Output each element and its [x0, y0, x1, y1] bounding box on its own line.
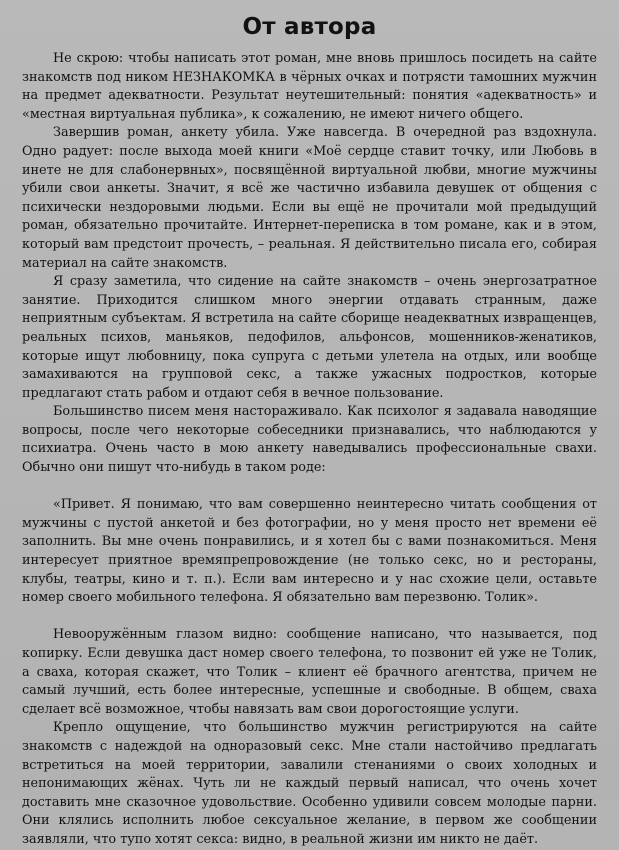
paragraph-5: Невооружённым глазом видно: сообщение написано, что называется, под копирку. Если девушка даст номер своего телефона, то позвонит ей уже не Толик, а сваха, которая скажет, что Толик – клиент её брачного агентства, причем не самый лучший, есть более интересные, успешные и свободные. В общем, сваха сделает всё возможное, чтобы навязать вам свои дорогостоящие услуги.: [22, 627, 597, 717]
chapter-title: От автора: [242, 14, 377, 40]
paragraph-1: Не скрою: чтобы написать этот роман, мне вновь пришлось посидеть на сайте знакомств под ником НЕЗНАКОМКА в чёрных очках и потрясти тамошних мужчин на предмет адекватности. Результат неутешительный: понятия «адекватность» и «местная виртуальная публика», к сожалению, не имеют ничего общего.: [22, 51, 597, 122]
paragraph-4: Большинство писем меня настораживало. Как психолог я задавала наводящие вопросы, после чего некоторые собеседники признавались, что наблюдаются у психиатра. Очень часто в мою анкету наведывались профессиональные свахи. Обычно они пишут что-нибудь в таком роде:: [22, 404, 597, 476]
paragraph-3: Я сразу заметила, что сидение на сайте знакомств – очень энергозатратное занятие. Приходится слишком много энергии отдавать странным, даже неприятным субъектам. Я встретила на сайте сборище неадекватных извращенцев, реальных психов, маньяков, педофилов, альфонсов, мошенников-женатиков, которые ищут любовницу, пока супруга с детьми улетела на отдых, или вообще замахиваются на групповой секс, а также ужасных подростков, которые предлагают стать рабом и отдают себя в вечное пользование.: [22, 274, 597, 401]
paragraph-2: Завершив роман, анкету убила. Уже навсегда. В очередной раз вздохнула. Одно радует: после выхода моей книги «Моё сердце ставит точку, или Любовь в инете не для слабонервных», посвящённой виртуальной любви, многие мужчины убили свои анкеты. Значит, я всё же частично избавила девушек от общения с психически нездоровыми людьми. Если вы ещё не прочитали мой предыдущий роман, обязательно прочитайте. Интернет-переписка в том романе, как и в этом, который вам предстоит прочесть, – реальная. Я действительно писала его, собирая материал на сайте знакомств.: [22, 125, 597, 271]
quoted-message: «Привет. Я понимаю, что вам совершенно неинтересно читать сообщения от мужчины с пустой анкетой и без фотографии, но у меня просто нет времени её заполнить. Вы мне очень понравились, и я хотел бы с вами познакомиться. Меня интересует приятное времяпрепровождение (не только секс, но и рестораны, клубы, театры, кино и т. п.). Если вам интересно и у нас схожие цели, оставьте номер своего мобильного телефона. Я обязательно вам перезвоню. Толик».: [22, 497, 597, 606]
paragraph-6: Крепло ощущение, что большинство мужчин регистрируются на сайте знакомств с надеждой на одноразовый секс. Мне стали настойчиво предлагать встретиться на моей территории, завалили стенаниями о своих холодных и непонимающих жёнах. Чуть ли не каждый первый написал, что очень хочет доставить мне сказочное удовольствие. Особенно удивили совсем молодые парни. Они клялись исполнить любое сексуальное желание, в первом же сообщении заявляли, что тупо хотят секса: видно, в реальной жизни им никто не даёт.: [22, 720, 597, 847]
